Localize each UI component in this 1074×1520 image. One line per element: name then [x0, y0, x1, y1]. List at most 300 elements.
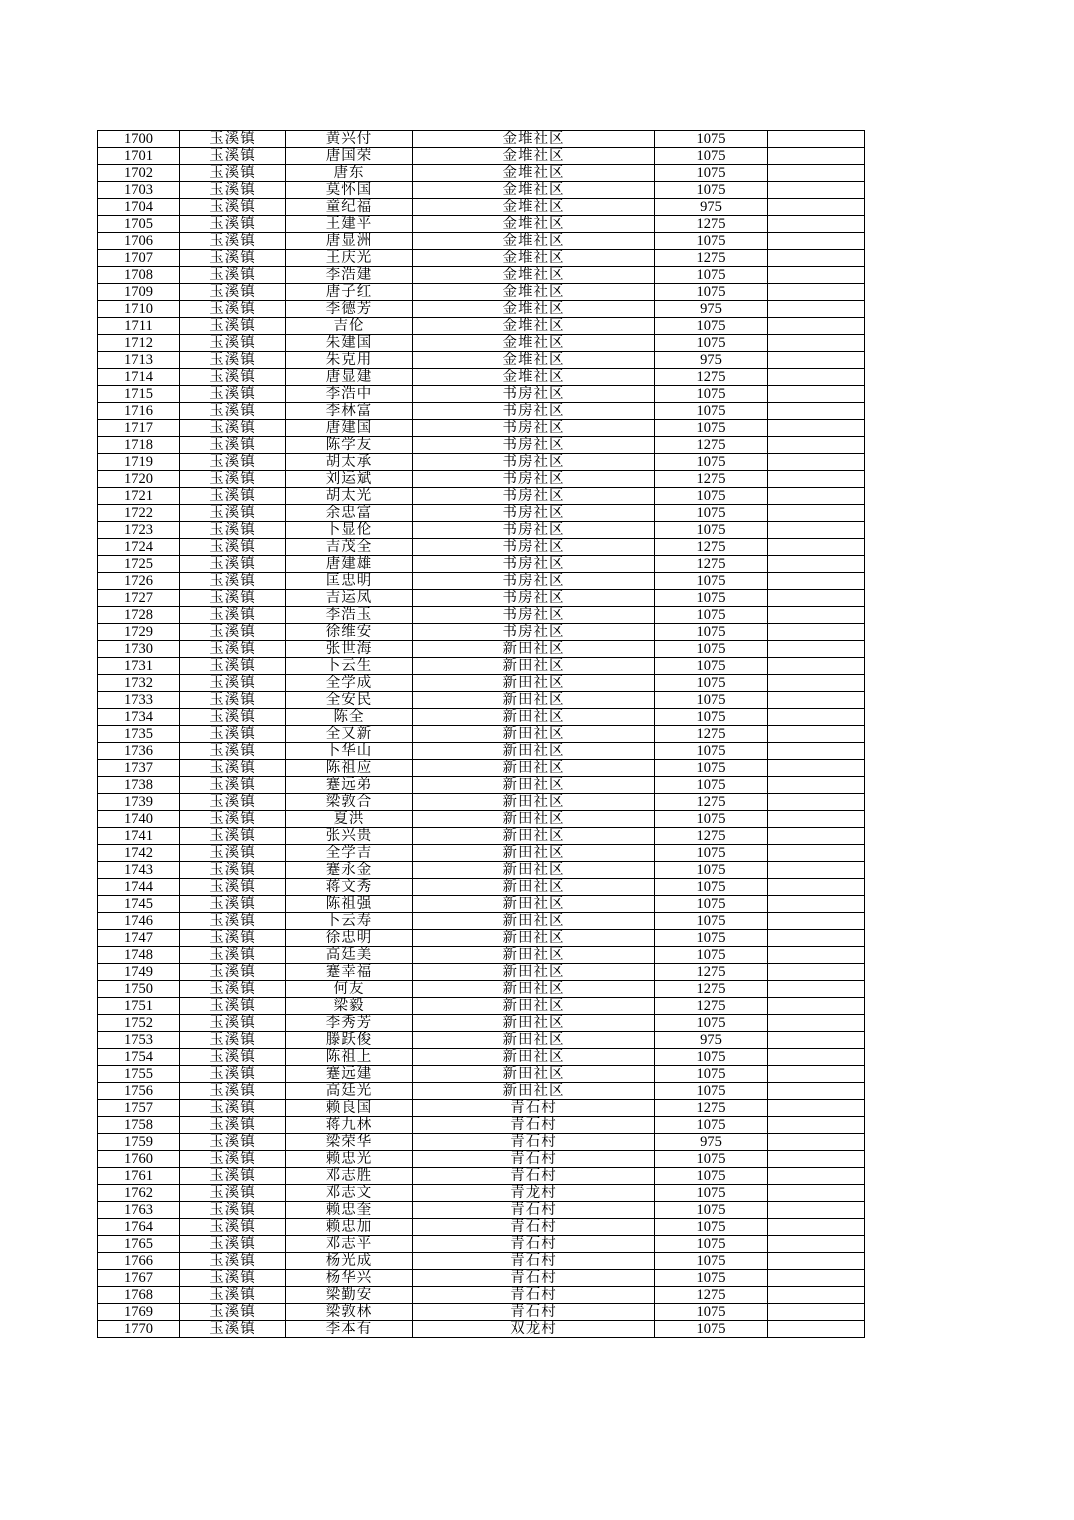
community-cell: 书房社区 [413, 573, 655, 590]
table-row [98, 658, 865, 675]
remark-cell [768, 420, 865, 437]
serial-number-cell: 1755 [98, 1066, 180, 1083]
community-cell: 金堆社区 [413, 199, 655, 216]
name-cell: 邓志平 [286, 1236, 413, 1253]
table-row [98, 1117, 865, 1134]
table-row [98, 233, 865, 250]
amount-cell: 1075 [655, 522, 768, 539]
name-cell: 杨华兴 [286, 1270, 413, 1287]
community-cell: 书房社区 [413, 556, 655, 573]
name-cell: 陈祖强 [286, 896, 413, 913]
community-cell: 金堆社区 [413, 182, 655, 199]
community-cell: 金堆社区 [413, 352, 655, 369]
serial-number-cell: 1734 [98, 709, 180, 726]
town-cell: 玉溪镇 [180, 964, 286, 981]
amount-cell: 1075 [655, 386, 768, 403]
remark-cell [768, 760, 865, 777]
town-cell: 玉溪镇 [180, 199, 286, 216]
serial-number-cell: 1737 [98, 760, 180, 777]
town-cell: 玉溪镇 [180, 539, 286, 556]
table-row [98, 216, 865, 233]
community-cell: 新田社区 [413, 896, 655, 913]
community-cell: 新田社区 [413, 1066, 655, 1083]
name-cell: 黄兴付 [286, 131, 413, 148]
serial-number-cell: 1764 [98, 1219, 180, 1236]
amount-cell: 1075 [655, 590, 768, 607]
serial-number-cell: 1716 [98, 403, 180, 420]
table-row [98, 335, 865, 352]
table-row [98, 148, 865, 165]
remark-cell [768, 641, 865, 658]
serial-number-cell: 1753 [98, 1032, 180, 1049]
town-cell: 玉溪镇 [180, 1253, 286, 1270]
community-cell: 金堆社区 [413, 233, 655, 250]
name-cell: 余忠富 [286, 505, 413, 522]
name-cell: 张兴贵 [286, 828, 413, 845]
table-row [98, 981, 865, 998]
table-row [98, 301, 865, 318]
amount-cell: 1075 [655, 641, 768, 658]
serial-number-cell: 1765 [98, 1236, 180, 1253]
table-row [98, 1100, 865, 1117]
name-cell: 李浩玉 [286, 607, 413, 624]
remark-cell [768, 862, 865, 879]
town-cell: 玉溪镇 [180, 726, 286, 743]
amount-cell: 1075 [655, 658, 768, 675]
remark-cell [768, 1032, 865, 1049]
table-row [98, 624, 865, 641]
serial-number-cell: 1714 [98, 369, 180, 386]
table-row [98, 403, 865, 420]
name-cell: 唐显洲 [286, 233, 413, 250]
serial-number-cell: 1732 [98, 675, 180, 692]
remark-cell [768, 811, 865, 828]
table-row [98, 743, 865, 760]
serial-number-cell: 1725 [98, 556, 180, 573]
town-cell: 玉溪镇 [180, 777, 286, 794]
town-cell: 玉溪镇 [180, 216, 286, 233]
town-cell: 玉溪镇 [180, 794, 286, 811]
amount-cell: 1075 [655, 233, 768, 250]
community-cell: 新田社区 [413, 1015, 655, 1032]
town-cell: 玉溪镇 [180, 335, 286, 352]
table-row [98, 828, 865, 845]
name-cell: 朱建国 [286, 335, 413, 352]
remark-cell [768, 301, 865, 318]
serial-number-cell: 1751 [98, 998, 180, 1015]
amount-cell: 1075 [655, 505, 768, 522]
name-cell: 李浩中 [286, 386, 413, 403]
town-cell: 玉溪镇 [180, 420, 286, 437]
remark-cell [768, 1185, 865, 1202]
serial-number-cell: 1763 [98, 1202, 180, 1219]
name-cell: 赖忠奎 [286, 1202, 413, 1219]
serial-number-cell: 1717 [98, 420, 180, 437]
community-cell: 书房社区 [413, 420, 655, 437]
town-cell: 玉溪镇 [180, 386, 286, 403]
table-row [98, 318, 865, 335]
town-cell: 玉溪镇 [180, 607, 286, 624]
remark-cell [768, 1117, 865, 1134]
remark-cell [768, 505, 865, 522]
amount-cell: 1075 [655, 420, 768, 437]
amount-cell: 1075 [655, 845, 768, 862]
remark-cell [768, 1100, 865, 1117]
name-cell: 李林富 [286, 403, 413, 420]
community-cell: 金堆社区 [413, 335, 655, 352]
community-cell: 新田社区 [413, 998, 655, 1015]
name-cell: 胡太光 [286, 488, 413, 505]
name-cell: 蹇永金 [286, 862, 413, 879]
remark-cell [768, 216, 865, 233]
town-cell: 玉溪镇 [180, 692, 286, 709]
town-cell: 玉溪镇 [180, 318, 286, 335]
amount-cell: 1075 [655, 1151, 768, 1168]
serial-number-cell: 1708 [98, 267, 180, 284]
name-cell: 陈祖上 [286, 1049, 413, 1066]
town-cell: 玉溪镇 [180, 403, 286, 420]
name-cell: 卜云寿 [286, 913, 413, 930]
community-cell: 新田社区 [413, 947, 655, 964]
table-body [98, 131, 865, 1338]
town-cell: 玉溪镇 [180, 284, 286, 301]
remark-cell [768, 1168, 865, 1185]
remark-cell [768, 454, 865, 471]
community-cell: 新田社区 [413, 658, 655, 675]
town-cell: 玉溪镇 [180, 1083, 286, 1100]
town-cell: 玉溪镇 [180, 1168, 286, 1185]
community-cell: 书房社区 [413, 522, 655, 539]
town-cell: 玉溪镇 [180, 1321, 286, 1338]
amount-cell: 1075 [655, 1185, 768, 1202]
community-cell: 书房社区 [413, 539, 655, 556]
amount-cell: 1275 [655, 369, 768, 386]
table-row [98, 352, 865, 369]
name-cell: 梁敦林 [286, 1304, 413, 1321]
town-cell: 玉溪镇 [180, 573, 286, 590]
amount-cell: 1075 [655, 131, 768, 148]
name-cell: 梁敦合 [286, 794, 413, 811]
community-cell: 书房社区 [413, 488, 655, 505]
town-cell: 玉溪镇 [180, 1185, 286, 1202]
serial-number-cell: 1702 [98, 165, 180, 182]
serial-number-cell: 1726 [98, 573, 180, 590]
remark-cell [768, 182, 865, 199]
table-row [98, 1066, 865, 1083]
amount-cell: 1075 [655, 182, 768, 199]
town-cell: 玉溪镇 [180, 811, 286, 828]
town-cell: 玉溪镇 [180, 369, 286, 386]
community-cell: 金堆社区 [413, 216, 655, 233]
community-cell: 新田社区 [413, 1049, 655, 1066]
serial-number-cell: 1709 [98, 284, 180, 301]
town-cell: 玉溪镇 [180, 1066, 286, 1083]
name-cell: 滕跃俊 [286, 1032, 413, 1049]
table-row [98, 1151, 865, 1168]
town-cell: 玉溪镇 [180, 522, 286, 539]
remark-cell [768, 1219, 865, 1236]
community-cell: 青石村 [413, 1304, 655, 1321]
community-cell: 新田社区 [413, 879, 655, 896]
remark-cell [768, 743, 865, 760]
town-cell: 玉溪镇 [180, 1100, 286, 1117]
community-cell: 新田社区 [413, 811, 655, 828]
community-cell: 新田社区 [413, 726, 655, 743]
remark-cell [768, 658, 865, 675]
town-cell: 玉溪镇 [180, 896, 286, 913]
community-cell: 书房社区 [413, 505, 655, 522]
serial-number-cell: 1736 [98, 743, 180, 760]
table-row [98, 471, 865, 488]
name-cell: 李秀芳 [286, 1015, 413, 1032]
remark-cell [768, 403, 865, 420]
name-cell: 全学成 [286, 675, 413, 692]
table-row [98, 267, 865, 284]
amount-cell: 1075 [655, 896, 768, 913]
town-cell: 玉溪镇 [180, 1117, 286, 1134]
amount-cell: 975 [655, 352, 768, 369]
table-row [98, 454, 865, 471]
serial-number-cell: 1710 [98, 301, 180, 318]
community-cell: 金堆社区 [413, 165, 655, 182]
amount-cell: 1075 [655, 1049, 768, 1066]
table-row [98, 607, 865, 624]
table-row [98, 811, 865, 828]
table-row [98, 539, 865, 556]
community-cell: 书房社区 [413, 454, 655, 471]
town-cell: 玉溪镇 [180, 981, 286, 998]
table-row [98, 199, 865, 216]
town-cell: 玉溪镇 [180, 1304, 286, 1321]
amount-cell: 1075 [655, 675, 768, 692]
remark-cell [768, 1304, 865, 1321]
serial-number-cell: 1730 [98, 641, 180, 658]
remark-cell [768, 437, 865, 454]
serial-number-cell: 1731 [98, 658, 180, 675]
amount-cell: 1075 [655, 1219, 768, 1236]
amount-cell: 1275 [655, 471, 768, 488]
name-cell: 刘运斌 [286, 471, 413, 488]
community-cell: 新田社区 [413, 641, 655, 658]
community-cell: 青石村 [413, 1253, 655, 1270]
town-cell: 玉溪镇 [180, 182, 286, 199]
amount-cell: 1075 [655, 1015, 768, 1032]
name-cell: 蹇远弟 [286, 777, 413, 794]
serial-number-cell: 1741 [98, 828, 180, 845]
table-row [98, 879, 865, 896]
remark-cell [768, 607, 865, 624]
name-cell: 夏洪 [286, 811, 413, 828]
name-cell: 蹇幸福 [286, 964, 413, 981]
serial-number-cell: 1768 [98, 1287, 180, 1304]
community-cell: 新田社区 [413, 675, 655, 692]
serial-number-cell: 1722 [98, 505, 180, 522]
amount-cell: 1075 [655, 1066, 768, 1083]
amount-cell: 1075 [655, 1253, 768, 1270]
name-cell: 卜显伦 [286, 522, 413, 539]
remark-cell [768, 165, 865, 182]
name-cell: 蒋文秀 [286, 879, 413, 896]
serial-number-cell: 1754 [98, 1049, 180, 1066]
community-cell: 书房社区 [413, 437, 655, 454]
serial-number-cell: 1759 [98, 1134, 180, 1151]
remark-cell [768, 1015, 865, 1032]
name-cell: 徐忠明 [286, 930, 413, 947]
remark-cell [768, 318, 865, 335]
table-row [98, 420, 865, 437]
serial-number-cell: 1752 [98, 1015, 180, 1032]
community-cell: 双龙村 [413, 1321, 655, 1338]
town-cell: 玉溪镇 [180, 233, 286, 250]
town-cell: 玉溪镇 [180, 879, 286, 896]
name-cell: 唐国荣 [286, 148, 413, 165]
community-cell: 青石村 [413, 1100, 655, 1117]
community-cell: 书房社区 [413, 590, 655, 607]
community-cell: 金堆社区 [413, 301, 655, 318]
community-cell: 青石村 [413, 1287, 655, 1304]
amount-cell: 1075 [655, 1117, 768, 1134]
table-row [98, 386, 865, 403]
table-row [98, 522, 865, 539]
table-row [98, 692, 865, 709]
amount-cell: 1075 [655, 607, 768, 624]
serial-number-cell: 1705 [98, 216, 180, 233]
remark-cell [768, 335, 865, 352]
table-row [98, 998, 865, 1015]
table-row [98, 182, 865, 199]
remark-cell [768, 828, 865, 845]
table-row [98, 1219, 865, 1236]
town-cell: 玉溪镇 [180, 454, 286, 471]
town-cell: 玉溪镇 [180, 675, 286, 692]
table-row [98, 913, 865, 930]
name-cell: 李浩建 [286, 267, 413, 284]
name-cell: 邓志胜 [286, 1168, 413, 1185]
remark-cell [768, 998, 865, 1015]
serial-number-cell: 1703 [98, 182, 180, 199]
amount-cell: 1075 [655, 573, 768, 590]
table-row [98, 1287, 865, 1304]
name-cell: 唐显建 [286, 369, 413, 386]
name-cell: 朱克用 [286, 352, 413, 369]
name-cell: 赖忠光 [286, 1151, 413, 1168]
table-row [98, 1015, 865, 1032]
town-cell: 玉溪镇 [180, 760, 286, 777]
serial-number-cell: 1706 [98, 233, 180, 250]
name-cell: 全安民 [286, 692, 413, 709]
remark-cell [768, 709, 865, 726]
amount-cell: 1075 [655, 879, 768, 896]
name-cell: 邓志文 [286, 1185, 413, 1202]
table-row [98, 726, 865, 743]
serial-number-cell: 1748 [98, 947, 180, 964]
town-cell: 玉溪镇 [180, 131, 286, 148]
community-cell: 青石村 [413, 1151, 655, 1168]
serial-number-cell: 1701 [98, 148, 180, 165]
town-cell: 玉溪镇 [180, 1015, 286, 1032]
remark-cell [768, 1049, 865, 1066]
serial-number-cell: 1723 [98, 522, 180, 539]
serial-number-cell: 1719 [98, 454, 180, 471]
name-cell: 全又新 [286, 726, 413, 743]
table-row [98, 1202, 865, 1219]
amount-cell: 1075 [655, 454, 768, 471]
remark-cell [768, 726, 865, 743]
name-cell: 吉运凤 [286, 590, 413, 607]
community-cell: 新田社区 [413, 692, 655, 709]
amount-cell: 1075 [655, 335, 768, 352]
amount-cell: 1275 [655, 556, 768, 573]
town-cell: 玉溪镇 [180, 709, 286, 726]
town-cell: 玉溪镇 [180, 743, 286, 760]
town-cell: 玉溪镇 [180, 845, 286, 862]
amount-cell: 975 [655, 199, 768, 216]
data-table [97, 130, 865, 1338]
serial-number-cell: 1744 [98, 879, 180, 896]
town-cell: 玉溪镇 [180, 930, 286, 947]
amount-cell: 975 [655, 1134, 768, 1151]
serial-number-cell: 1704 [98, 199, 180, 216]
serial-number-cell: 1727 [98, 590, 180, 607]
town-cell: 玉溪镇 [180, 1134, 286, 1151]
name-cell: 蒋九林 [286, 1117, 413, 1134]
amount-cell: 1075 [655, 1304, 768, 1321]
remark-cell [768, 131, 865, 148]
amount-cell: 1075 [655, 777, 768, 794]
amount-cell: 1275 [655, 964, 768, 981]
town-cell: 玉溪镇 [180, 352, 286, 369]
remark-cell [768, 777, 865, 794]
community-cell: 青石村 [413, 1270, 655, 1287]
remark-cell [768, 590, 865, 607]
table-row [98, 675, 865, 692]
serial-number-cell: 1760 [98, 1151, 180, 1168]
community-cell: 新田社区 [413, 709, 655, 726]
town-cell: 玉溪镇 [180, 1202, 286, 1219]
amount-cell: 1275 [655, 250, 768, 267]
name-cell: 唐东 [286, 165, 413, 182]
remark-cell [768, 386, 865, 403]
name-cell: 陈祖应 [286, 760, 413, 777]
name-cell: 王庆光 [286, 250, 413, 267]
table-row [98, 1134, 865, 1151]
remark-cell [768, 947, 865, 964]
community-cell: 金堆社区 [413, 131, 655, 148]
amount-cell: 1275 [655, 437, 768, 454]
town-cell: 玉溪镇 [180, 250, 286, 267]
community-cell: 金堆社区 [413, 284, 655, 301]
amount-cell: 1075 [655, 1168, 768, 1185]
name-cell: 莫怀国 [286, 182, 413, 199]
table-row [98, 947, 865, 964]
name-cell: 匡忠明 [286, 573, 413, 590]
serial-number-cell: 1729 [98, 624, 180, 641]
remark-cell [768, 1236, 865, 1253]
serial-number-cell: 1750 [98, 981, 180, 998]
town-cell: 玉溪镇 [180, 913, 286, 930]
serial-number-cell: 1757 [98, 1100, 180, 1117]
serial-number-cell: 1739 [98, 794, 180, 811]
amount-cell: 1075 [655, 1083, 768, 1100]
serial-number-cell: 1733 [98, 692, 180, 709]
remark-cell [768, 930, 865, 947]
community-cell: 青龙村 [413, 1185, 655, 1202]
serial-number-cell: 1766 [98, 1253, 180, 1270]
amount-cell: 1075 [655, 743, 768, 760]
serial-number-cell: 1740 [98, 811, 180, 828]
table-row [98, 1185, 865, 1202]
community-cell: 金堆社区 [413, 148, 655, 165]
